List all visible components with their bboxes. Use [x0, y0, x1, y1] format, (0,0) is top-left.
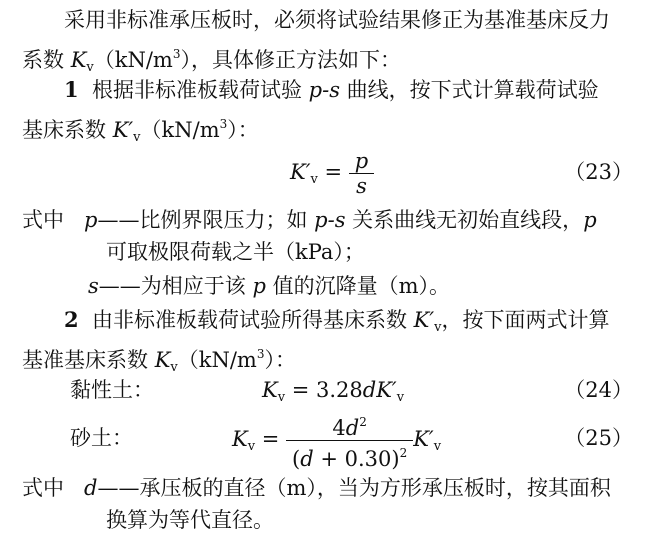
eq25-num-d: d: [345, 416, 360, 440]
para1-line1: [64, 6, 610, 34]
equation-number-25: （25）: [564, 426, 633, 450]
where1-p-rest: 关系曲线无初始直线段，: [345, 208, 584, 232]
para1-line2-prefix: 系数: [22, 48, 71, 72]
unit-close: ），具体修正方法如下：: [180, 48, 401, 72]
unit-exponent: 3: [256, 347, 265, 361]
eq25-den-rest: + 0.30): [313, 447, 400, 471]
eq25-den-open: (: [292, 447, 301, 471]
unit-exponent: 3: [172, 47, 181, 61]
eq25-K: K: [232, 427, 248, 451]
eq24-d: d: [362, 378, 377, 402]
subscript-v: v: [170, 360, 178, 375]
eq23-lhs-subscript: v: [310, 172, 318, 187]
symbol-K: K: [154, 348, 171, 372]
eq23-denominator: s: [356, 174, 367, 198]
eq23-fraction: [349, 149, 374, 198]
eq24-subscript: v: [277, 390, 286, 405]
subscript-v: v: [434, 320, 442, 335]
eq25-subscript: v: [247, 439, 256, 454]
where1-s-p: p: [252, 274, 266, 298]
eq25-subscript-2: v: [433, 439, 442, 454]
unit-open: （kN/m: [93, 48, 173, 72]
item2-line2-prefix: 基准基床系数: [22, 348, 155, 372]
where2-line2: [106, 506, 274, 534]
item2-text-a: 由非标准板载荷试验所得基床系数: [91, 308, 414, 332]
where1-line1: [22, 206, 597, 234]
item1-line2: [22, 110, 259, 152]
where2-line1: [22, 474, 611, 502]
equation-number-23: （23）: [564, 160, 633, 184]
where1-line2: [106, 238, 365, 266]
eq24-coefficient: = 3.28: [285, 378, 363, 402]
equation-24: [262, 376, 404, 412]
subscript-v: v: [133, 130, 141, 145]
eq23-numerator: p: [349, 149, 374, 174]
item1-text-a: 根据非标准板载荷试验: [91, 78, 309, 102]
where1-p-symbol: p: [84, 208, 98, 232]
eq25-den-exp: 2: [399, 446, 408, 460]
unit-open: （kN/m: [140, 118, 220, 142]
where1-s-desc: ——为相应于该: [98, 274, 253, 298]
eq25-denominator: [286, 441, 413, 471]
subscript-v: v: [86, 60, 94, 75]
eq24-K: K: [262, 378, 278, 402]
item2-text-b: ，按下面两式计算: [441, 308, 610, 332]
eq23-lhs-K: K′: [290, 160, 311, 184]
equation-25: [232, 410, 441, 475]
eq25-den-d: d: [300, 447, 314, 471]
equation-number-24: （24）: [564, 378, 633, 402]
unit-exponent: 3: [219, 117, 228, 131]
item1-number: 1: [64, 77, 79, 102]
item1-line2-prefix: 基床系数: [22, 118, 113, 142]
item2-line2: [22, 340, 296, 382]
eq25-K-prime: K′: [413, 427, 434, 451]
where1-s-symbol: s: [88, 274, 99, 298]
eq24-K-prime: K′: [376, 378, 397, 402]
item1-line1: [64, 76, 599, 104]
where1-p-symbol-2: p: [583, 208, 597, 232]
unit-close: ）：: [264, 348, 296, 372]
where2-d-desc: ——承压板的直径（m），当为方形承压板时，按其面积: [97, 476, 611, 500]
eq25-num-coef: 4: [332, 416, 346, 440]
symbol-K: K: [70, 48, 87, 72]
unit-close: ）：: [227, 118, 259, 142]
eq25-numerator: [286, 410, 413, 441]
where1-s-rest: 值的沉降量（m）。: [265, 274, 451, 298]
where1-label: 式中: [22, 208, 64, 232]
eq23-equals: =: [317, 160, 349, 184]
item2-number: 2: [64, 307, 79, 332]
eq25-label: 砂土：: [70, 426, 133, 450]
eq24-label: 黏性土：: [70, 378, 154, 402]
item1-ps-curve: p-s: [308, 78, 340, 102]
where2-label: 式中: [22, 476, 64, 500]
eq25-fraction: [286, 410, 413, 471]
item1-text-b: 曲线，按下式计算载荷试验: [340, 78, 599, 102]
eq25-equals: =: [255, 427, 287, 451]
eq24-subscript-2: v: [396, 390, 405, 405]
where1-p-desc: ——比例界限压力；如: [97, 208, 315, 232]
para1-line1-text: 采用非标准承压板时，必须将试验结果修正为基准基床反力: [64, 8, 610, 32]
eq25-num-exp: 2: [359, 415, 367, 429]
where2-d-line2: 换算为等代直径。: [106, 508, 274, 532]
where2-d-symbol: d: [84, 476, 98, 500]
equation-23: [290, 148, 374, 204]
item2-line1: [64, 306, 610, 342]
where1-ps: p-s: [314, 208, 346, 232]
symbol-K-prime: K′: [413, 308, 435, 332]
unit-open: （kN/m: [177, 348, 257, 372]
symbol-K-prime: K′: [112, 118, 134, 142]
where1-p-line2: 可取极限荷载之半（kPa）；: [106, 240, 365, 264]
where1-line3: [88, 272, 450, 300]
